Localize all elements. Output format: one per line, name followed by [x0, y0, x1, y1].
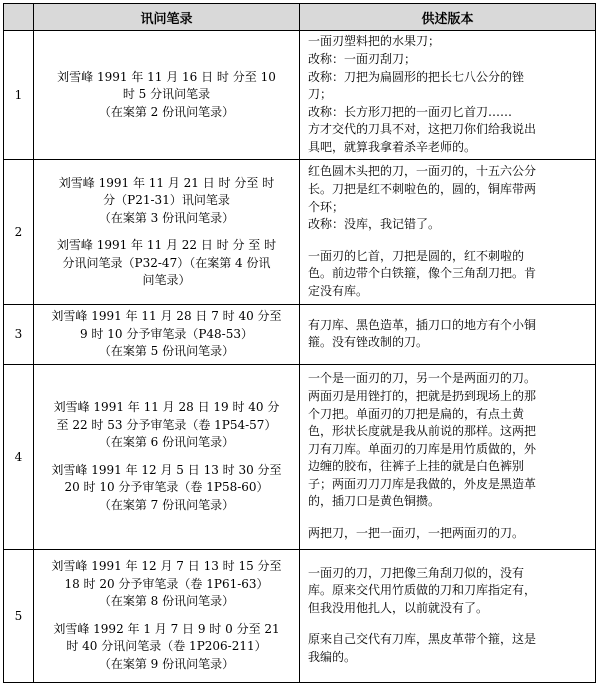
record-line: 9 时 10 分予审笔录（P48-53） — [79, 326, 254, 341]
record-line: 分（P21-31）讯问笔录 — [103, 193, 230, 207]
record-entry — [44, 621, 289, 674]
record-line: （在案第 2 份讯问笔录） — [98, 104, 235, 119]
version-line: 一面刃塑料把的水果刀； — [308, 34, 441, 49]
version-line: 一面刃的匕首，刀把是圆的，红不刺啦的 — [308, 248, 525, 263]
version-line: 长。刀把是红不刺啦色的，圆的，铜库带两 — [308, 182, 537, 197]
row-number: 2 — [4, 160, 34, 305]
table-row — [4, 160, 596, 305]
record-line: 刘雪峰 1992 年 1 月 7 日 9 时 0 分至 21 — [53, 621, 280, 636]
version-line: 库。原来交代用竹质做的刀和刀库指定有， — [308, 583, 537, 598]
record-entry — [44, 462, 289, 515]
record-cell — [34, 160, 300, 305]
record-line: 刘雪峰 1991 年 12 月 5 日 13 时 30 分至 — [51, 462, 282, 477]
version-line: 有刀库、黑色造革，插刀口的地方有个小铜 — [308, 317, 537, 332]
version-line: 色。前边带个白铁箍，像个三角刮刀把。肯 — [308, 266, 537, 281]
version-line: 改称：长方形刀把的一面刃匕首刀…… — [308, 104, 513, 119]
version-line: 定没有库。 — [308, 283, 369, 298]
record-cell — [34, 364, 300, 549]
record-line: 刘雪峰 1991 年 11 月 21 日 时 分至 时 — [58, 175, 275, 190]
record-line: 刘雪峰 1991 年 11 月 28 日 7 时 40 分至 — [51, 309, 282, 323]
version-cell — [300, 31, 596, 160]
record-line: 至 22 时 53 分予审笔录（卷 1P54-57） — [56, 417, 277, 432]
version-line: 原来自己交代有刀库，黑皮革带个箍，这是 — [308, 632, 537, 647]
version-line: 个环； — [308, 199, 345, 214]
record-line: 刘雪峰 1991 年 12 月 7 日 13 时 15 分至 — [51, 559, 282, 573]
version-line: 我编的。 — [308, 649, 357, 664]
paragraph-gap — [308, 511, 589, 525]
paragraph-gap — [308, 617, 589, 631]
version-cell — [300, 364, 596, 549]
version-line: 方才交代的刀具不对，这把刀你们给我说出 — [308, 122, 537, 137]
version-line: 的，插刀口是黄色铜攒。 — [308, 494, 441, 509]
header-records: 讯问笔录 — [34, 4, 300, 31]
record-entry — [44, 237, 289, 290]
record-line: （在案第 6 份讯问笔录） — [98, 435, 235, 449]
version-line: 改称：刀把为扁圆形的把长七八公分的锉 — [308, 69, 525, 84]
version-line: 具吧，就算我拿着杀辛老师的。 — [308, 139, 477, 154]
table-row — [4, 31, 596, 160]
version-line: 刀有刀库。单面刃的刀库是用竹质做的，外 — [308, 441, 537, 456]
row-number: 4 — [4, 364, 34, 549]
table-row — [4, 364, 596, 549]
version-line: 一个是一面刃的刀，另一个是两面刃的刀。 — [308, 371, 537, 386]
record-line: （在案第 8 份讯问笔录） — [98, 594, 235, 608]
record-line: 时 5 分讯问笔录 — [122, 87, 211, 102]
header-versions: 供述版本 — [300, 4, 596, 31]
row-number: 3 — [4, 305, 34, 365]
version-line: 红色圆木头把的刀，一面刃的，十五六公分 — [308, 164, 537, 179]
paragraph-gap — [308, 234, 589, 248]
version-line: 两面刃是用锉打的，把就是扔到现场上的那 — [308, 388, 537, 403]
record-line: （在案第 5 份讯问笔录） — [98, 344, 235, 358]
table-row — [4, 305, 596, 365]
version-line: 改称：没库，我记错了。 — [308, 217, 441, 232]
record-line: （在案第 7 份讯问笔录） — [98, 497, 235, 512]
record-line: 刘雪峰 1991 年 11 月 22 日 时 分 至 时 — [56, 238, 277, 252]
record-line: 20 时 10 分予审笔录（卷 1P58-60） — [64, 480, 269, 494]
header-row — [4, 4, 596, 31]
version-cell — [300, 549, 596, 682]
version-line: 两把刀，一把一面刃，一把两面刃的刀。 — [308, 526, 525, 541]
record-entry — [44, 175, 289, 228]
version-cell — [300, 305, 596, 365]
version-line: 色，形状长度就是我从前说的那样。这两把 — [308, 424, 537, 439]
version-line: 子；两面刃刀刀库是我做的，外皮是黑造革 — [308, 476, 537, 491]
version-cell — [300, 160, 596, 305]
record-line: （在案第 3 份讯问笔录） — [98, 210, 235, 225]
record-line: 分讯问笔录（P32-47）（在案第 4 份讯 — [62, 255, 271, 270]
record-line: （在案第 9 份讯问笔录） — [98, 656, 235, 671]
version-line: 刀； — [308, 87, 333, 102]
version-line: 一面刃的刀，刀把像三角刮刀似的，没有 — [308, 565, 525, 580]
version-line: 但我没用他扎人，以前就没有了。 — [308, 600, 489, 615]
record-line: 问笔录） — [142, 273, 191, 287]
header-index — [4, 4, 34, 31]
record-line: 刘雪峰 1991 年 11 月 28 日 19 时 40 分 — [53, 400, 280, 414]
record-entry — [44, 399, 289, 452]
record-line: 刘雪峰 1991 年 11 月 16 日 时 分至 10 — [57, 69, 276, 84]
record-line: 时 40 分讯问笔录（卷 1P206-211） — [66, 639, 267, 653]
version-line: 边缠的胶布，往裤子上挂的就是白色裤别 — [308, 459, 525, 474]
version-line: 个刀把。单面刃的刀把是扁的，有点土黄 — [308, 406, 525, 421]
row-number: 1 — [4, 31, 34, 160]
record-cell — [34, 31, 300, 160]
record-cell — [34, 549, 300, 682]
record-entry — [44, 69, 289, 122]
table-row — [4, 549, 596, 682]
statement-table — [3, 3, 596, 683]
version-line: 改称：一面刃刮刀； — [308, 52, 417, 67]
record-cell — [34, 305, 300, 365]
record-entry — [44, 558, 289, 611]
row-number: 5 — [4, 549, 34, 682]
record-line: 18 时 20 分予审笔录（卷 1P61-63） — [64, 576, 269, 591]
version-line: 箍。没有锉改制的刀。 — [308, 335, 429, 350]
record-entry — [44, 308, 289, 361]
